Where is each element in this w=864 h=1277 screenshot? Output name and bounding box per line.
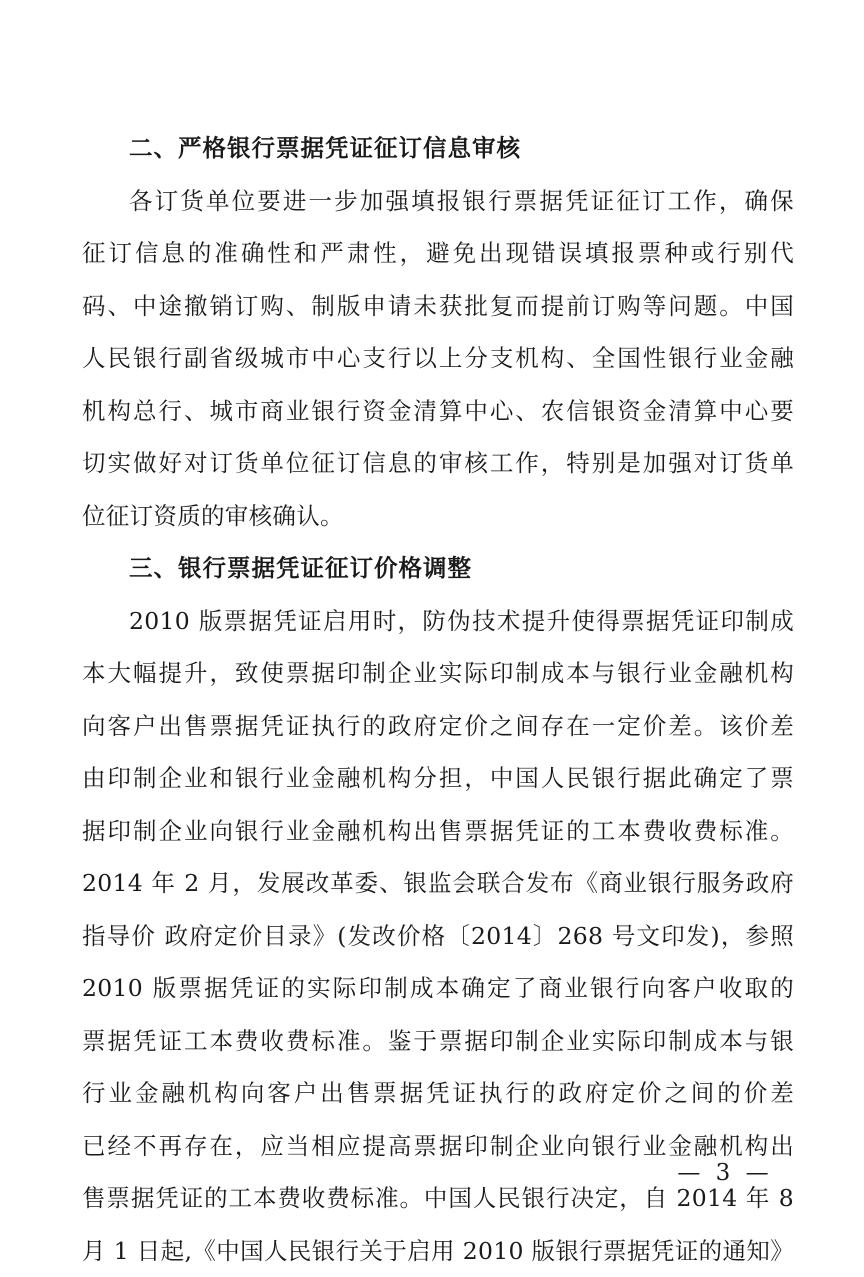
paragraph-line: 本大幅提升，致使票据印制企业实际印制成本与银行业金融机构 [82,647,794,700]
document-body [82,122,794,1277]
paragraph-line: 人民银行副省级城市中心支行以上分支机构、全国性银行业金融 [82,332,794,385]
paragraph-line: 售票据凭证的工本费收费标准。中国人民银行决定，自 2014 年 8 [82,1172,794,1225]
section-heading-2: 二、严格银行票据凭证征订信息审核 [82,122,794,175]
paragraph-line: 指导价 政府定价目录》(发改价格〔2014〕268 号文印发)，参照 [82,910,794,963]
paragraph-line: 由印制企业和银行业金融机构分担，中国人民银行据此确定了票 [82,752,794,805]
paragraph-line: 票据凭证工本费收费标准。鉴于票据印制企业实际印制成本与银 [82,1015,794,1068]
paragraph-line: 码、中途撤销订购、制版申请未获批复而提前订购等问题。中国 [82,280,794,333]
paragraph-line: 2010 版票据凭证启用时，防伪技术提升使得票据凭证印制成 [82,595,794,648]
paragraph-line: 位征订资质的审核确认。 [82,490,794,543]
paragraph-line: 行业金融机构向客户出售票据凭证执行的政府定价之间的价差 [82,1067,794,1120]
page-number: — 3 — [675,1158,775,1188]
paragraph-line: 切实做好对订货单位征订信息的审核工作，特别是加强对订货单 [82,437,794,490]
paragraph-2 [82,175,794,543]
paragraph-line: 2010 版票据凭证的实际印制成本确定了商业银行向客户收取的 [82,962,794,1015]
paragraph-line: 征订信息的准确性和严肃性，避免出现错误填报票种或行别代 [82,227,794,280]
paragraph-line: 各订货单位要进一步加强填报银行票据凭证征订工作，确保 [82,175,794,228]
paragraph-line: 2014 年 2 月，发展改革委、银监会联合发布《商业银行服务政府 [82,857,794,910]
paragraph-line: 向客户出售票据凭证执行的政府定价之间存在一定价差。该价差 [82,700,794,753]
paragraph-line: 月 1 日起,《中国人民银行关于启用 2010 版银行票据凭证的通知》 [82,1225,794,1277]
paragraph-line: 机构总行、城市商业银行资金清算中心、农信银资金清算中心要 [82,385,794,438]
paragraph-line: 据印制企业向银行业金融机构出售票据凭证的工本费收费标准。 [82,805,794,858]
paragraph-line: 已经不再存在，应当相应提高票据印制企业向银行业金融机构出 [82,1120,794,1173]
section-heading-3: 三、银行票据凭证征订价格调整 [82,542,794,595]
